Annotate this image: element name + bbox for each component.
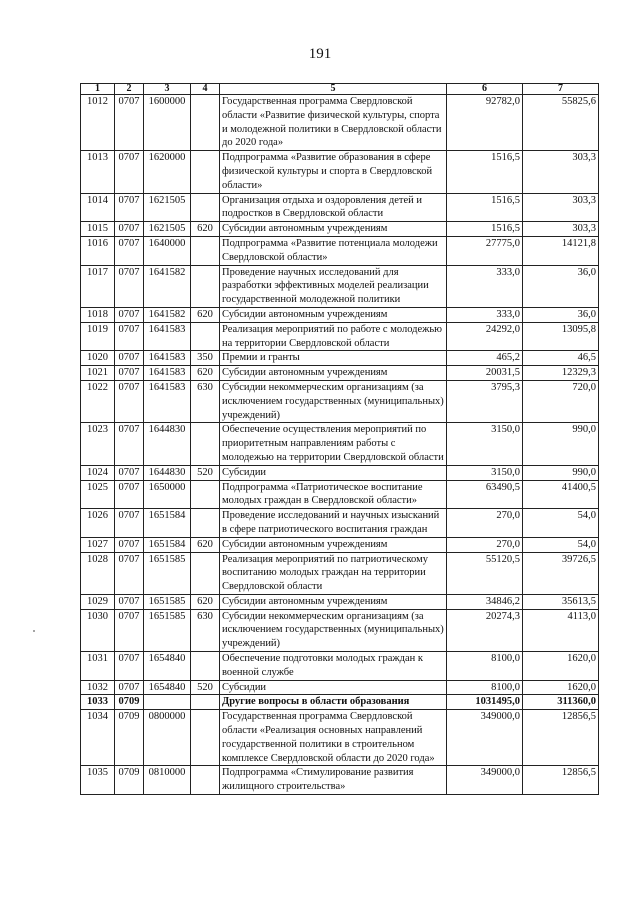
amount-col-7: 39726,5 bbox=[523, 552, 599, 594]
target-code: 1654840 bbox=[144, 652, 191, 681]
section-code: 0707 bbox=[115, 236, 144, 265]
table-row bbox=[81, 766, 599, 795]
item-name: Субсидии автономным учреждениям bbox=[220, 307, 447, 322]
amount-col-6: 270,0 bbox=[447, 509, 523, 538]
item-name: Государственная программа Свердловской области «Реализация основных направлений государственной политики в строительном комплексе Свердловской области до 2020 года» bbox=[220, 710, 447, 766]
amount-col-7: 36,0 bbox=[523, 307, 599, 322]
target-code: 1651585 bbox=[144, 609, 191, 651]
amount-col-6: 270,0 bbox=[447, 537, 523, 552]
amount-col-7: 1620,0 bbox=[523, 680, 599, 695]
row-number: 1026 bbox=[81, 509, 115, 538]
section-code: 0707 bbox=[115, 465, 144, 480]
target-code: 1640000 bbox=[144, 236, 191, 265]
expense-type bbox=[191, 193, 220, 222]
section-code: 0707 bbox=[115, 265, 144, 307]
column-header: 6 bbox=[447, 84, 523, 95]
amount-col-7: 12856,5 bbox=[523, 710, 599, 766]
scan-speck bbox=[33, 630, 35, 632]
row-number: 1035 bbox=[81, 766, 115, 795]
section-code: 0709 bbox=[115, 766, 144, 795]
section-code: 0707 bbox=[115, 423, 144, 465]
target-code: 1621505 bbox=[144, 222, 191, 237]
amount-col-6: 1516,5 bbox=[447, 222, 523, 237]
item-name: Субсидии некоммерческим организациям (за исключением государственных (муниципальных) учреждений) bbox=[220, 380, 447, 422]
target-code: 1651585 bbox=[144, 552, 191, 594]
item-name: Обеспечение осуществления мероприятий по приоритетным направлениям работы с молодежью на территории Свердловской области bbox=[220, 423, 447, 465]
table-row bbox=[81, 710, 599, 766]
section-code: 0707 bbox=[115, 380, 144, 422]
section-code: 0707 bbox=[115, 95, 144, 151]
item-name: Проведение исследований и научных изысканий в сфере патриотического воспитания граждан bbox=[220, 509, 447, 538]
section-code: 0707 bbox=[115, 652, 144, 681]
amount-col-6: 8100,0 bbox=[447, 680, 523, 695]
row-number: 1028 bbox=[81, 552, 115, 594]
item-name: Субсидии некоммерческим организациям (за исключением государственных (муниципальных) учреждений) bbox=[220, 609, 447, 651]
row-number: 1012 bbox=[81, 95, 115, 151]
item-name: Подпрограмма «Стимулирование развития жилищного строительства» bbox=[220, 766, 447, 795]
row-number: 1013 bbox=[81, 151, 115, 193]
amount-col-6: 3150,0 bbox=[447, 465, 523, 480]
item-name: Субсидии автономным учреждениям bbox=[220, 537, 447, 552]
expense-type bbox=[191, 710, 220, 766]
item-name: Субсидии bbox=[220, 465, 447, 480]
amount-col-6: 24292,0 bbox=[447, 322, 523, 351]
table-row bbox=[81, 652, 599, 681]
expense-type: 620 bbox=[191, 222, 220, 237]
amount-col-6: 20031,5 bbox=[447, 366, 523, 381]
row-number: 1024 bbox=[81, 465, 115, 480]
amount-col-6: 3150,0 bbox=[447, 423, 523, 465]
section-code: 0707 bbox=[115, 307, 144, 322]
expense-type: 630 bbox=[191, 609, 220, 651]
section-code: 0707 bbox=[115, 222, 144, 237]
section-code: 0707 bbox=[115, 193, 144, 222]
table-row bbox=[81, 423, 599, 465]
item-name: Государственная программа Свердловской области «Развитие физической культуры, спорта и молодежной политики в Свердловской области до 2020 года» bbox=[220, 95, 447, 151]
item-name: Организация отдыха и оздоровления детей и подростков в Свердловской области bbox=[220, 193, 447, 222]
target-code: 1651585 bbox=[144, 594, 191, 609]
amount-col-7: 990,0 bbox=[523, 465, 599, 480]
expense-type: 620 bbox=[191, 594, 220, 609]
item-name: Другие вопросы в области образования bbox=[220, 695, 447, 710]
amount-col-6: 1516,5 bbox=[447, 151, 523, 193]
row-number: 1015 bbox=[81, 222, 115, 237]
amount-col-7: 41400,5 bbox=[523, 480, 599, 509]
amount-col-7: 54,0 bbox=[523, 537, 599, 552]
target-code: 1641582 bbox=[144, 265, 191, 307]
expense-type bbox=[191, 423, 220, 465]
section-code: 0707 bbox=[115, 322, 144, 351]
item-name: Субсидии автономным учреждениям bbox=[220, 222, 447, 237]
expense-type bbox=[191, 95, 220, 151]
target-code bbox=[144, 695, 191, 710]
target-code: 0810000 bbox=[144, 766, 191, 795]
expense-type bbox=[191, 151, 220, 193]
table-row bbox=[81, 594, 599, 609]
target-code: 1641582 bbox=[144, 307, 191, 322]
amount-col-6: 333,0 bbox=[447, 307, 523, 322]
table-row bbox=[81, 151, 599, 193]
row-number: 1023 bbox=[81, 423, 115, 465]
expense-type: 520 bbox=[191, 680, 220, 695]
item-name: Субсидии автономным учреждениям bbox=[220, 594, 447, 609]
amount-col-7: 303,3 bbox=[523, 193, 599, 222]
expense-type: 620 bbox=[191, 537, 220, 552]
table-row bbox=[81, 322, 599, 351]
amount-col-7: 55825,6 bbox=[523, 95, 599, 151]
table-row bbox=[81, 537, 599, 552]
section-code: 0707 bbox=[115, 480, 144, 509]
amount-col-7: 12856,5 bbox=[523, 766, 599, 795]
expense-type bbox=[191, 236, 220, 265]
table-header-row bbox=[81, 84, 599, 95]
target-code: 1641583 bbox=[144, 322, 191, 351]
amount-col-7: 311360,0 bbox=[523, 695, 599, 710]
expense-type: 630 bbox=[191, 380, 220, 422]
item-name: Субсидии автономным учреждениям bbox=[220, 366, 447, 381]
row-number: 1032 bbox=[81, 680, 115, 695]
amount-col-6: 333,0 bbox=[447, 265, 523, 307]
amount-col-6: 55120,5 bbox=[447, 552, 523, 594]
row-number: 1014 bbox=[81, 193, 115, 222]
expense-type bbox=[191, 695, 220, 710]
table-row bbox=[81, 193, 599, 222]
section-code: 0709 bbox=[115, 695, 144, 710]
table-row bbox=[81, 380, 599, 422]
item-name: Подпрограмма «Развитие образования в сфере физической культуры и спорта в Свердловской области» bbox=[220, 151, 447, 193]
section-code: 0707 bbox=[115, 609, 144, 651]
row-number: 1033 bbox=[81, 695, 115, 710]
amount-col-7: 13095,8 bbox=[523, 322, 599, 351]
amount-col-6: 1031495,0 bbox=[447, 695, 523, 710]
table-row bbox=[81, 236, 599, 265]
amount-col-7: 303,3 bbox=[523, 222, 599, 237]
amount-col-6: 349000,0 bbox=[447, 766, 523, 795]
expense-type: 620 bbox=[191, 366, 220, 381]
row-number: 1018 bbox=[81, 307, 115, 322]
table-row bbox=[81, 307, 599, 322]
item-name: Проведение научных исследований для разработки эффективных моделей реализации государственной молодежной политики bbox=[220, 265, 447, 307]
target-code: 1651584 bbox=[144, 509, 191, 538]
table-row bbox=[81, 480, 599, 509]
target-code: 1621505 bbox=[144, 193, 191, 222]
table-body bbox=[81, 95, 599, 795]
row-number: 1022 bbox=[81, 380, 115, 422]
amount-col-7: 1620,0 bbox=[523, 652, 599, 681]
target-code: 1654840 bbox=[144, 680, 191, 695]
item-name: Обеспечение подготовки молодых граждан к военной службе bbox=[220, 652, 447, 681]
table-row bbox=[81, 552, 599, 594]
column-header: 1 bbox=[81, 84, 115, 95]
table-row bbox=[81, 95, 599, 151]
column-header: 7 bbox=[523, 84, 599, 95]
amount-col-7: 720,0 bbox=[523, 380, 599, 422]
amount-col-6: 465,2 bbox=[447, 351, 523, 366]
amount-col-6: 1516,5 bbox=[447, 193, 523, 222]
target-code: 1641583 bbox=[144, 380, 191, 422]
row-number: 1017 bbox=[81, 265, 115, 307]
table-row bbox=[81, 366, 599, 381]
item-name: Реализация мероприятий по работе с молодежью на территории Свердловской области bbox=[220, 322, 447, 351]
column-header: 5 bbox=[220, 84, 447, 95]
table-row bbox=[81, 465, 599, 480]
page-number: 191 bbox=[308, 46, 332, 62]
amount-col-7: 12329,3 bbox=[523, 366, 599, 381]
table-row bbox=[81, 680, 599, 695]
section-code: 0707 bbox=[115, 537, 144, 552]
item-name: Премии и гранты bbox=[220, 351, 447, 366]
row-number: 1021 bbox=[81, 366, 115, 381]
amount-col-7: 14121,8 bbox=[523, 236, 599, 265]
table-row bbox=[81, 509, 599, 538]
expense-type: 350 bbox=[191, 351, 220, 366]
target-code: 1620000 bbox=[144, 151, 191, 193]
amount-col-6: 3795,3 bbox=[447, 380, 523, 422]
section-code: 0707 bbox=[115, 151, 144, 193]
section-code: 0707 bbox=[115, 509, 144, 538]
row-number: 1019 bbox=[81, 322, 115, 351]
item-name: Подпрограмма «Развитие потенциала молодежи Свердловской области» bbox=[220, 236, 447, 265]
amount-col-7: 990,0 bbox=[523, 423, 599, 465]
target-code: 0800000 bbox=[144, 710, 191, 766]
section-code: 0709 bbox=[115, 710, 144, 766]
table-row bbox=[81, 609, 599, 651]
budget-table bbox=[80, 83, 599, 795]
amount-col-6: 8100,0 bbox=[447, 652, 523, 681]
amount-col-6: 34846,2 bbox=[447, 594, 523, 609]
amount-col-6: 63490,5 bbox=[447, 480, 523, 509]
target-code: 1650000 bbox=[144, 480, 191, 509]
row-number: 1030 bbox=[81, 609, 115, 651]
expense-type bbox=[191, 509, 220, 538]
amount-col-7: 4113,0 bbox=[523, 609, 599, 651]
amount-col-7: 303,3 bbox=[523, 151, 599, 193]
target-code: 1600000 bbox=[144, 95, 191, 151]
row-number: 1027 bbox=[81, 537, 115, 552]
amount-col-6: 20274,3 bbox=[447, 609, 523, 651]
row-number: 1029 bbox=[81, 594, 115, 609]
expense-type bbox=[191, 480, 220, 509]
column-header: 3 bbox=[144, 84, 191, 95]
target-code: 1644830 bbox=[144, 423, 191, 465]
target-code: 1641583 bbox=[144, 366, 191, 381]
section-code: 0707 bbox=[115, 366, 144, 381]
amount-col-6: 349000,0 bbox=[447, 710, 523, 766]
amount-col-6: 27775,0 bbox=[447, 236, 523, 265]
row-number: 1016 bbox=[81, 236, 115, 265]
table-row bbox=[81, 351, 599, 366]
expense-type bbox=[191, 766, 220, 795]
amount-col-7: 54,0 bbox=[523, 509, 599, 538]
expense-type: 620 bbox=[191, 307, 220, 322]
expense-type bbox=[191, 322, 220, 351]
target-code: 1644830 bbox=[144, 465, 191, 480]
amount-col-7: 36,0 bbox=[523, 265, 599, 307]
section-code: 0707 bbox=[115, 552, 144, 594]
row-number: 1020 bbox=[81, 351, 115, 366]
item-name: Подпрограмма «Патриотическое воспитание молодых граждан в Свердловской области» bbox=[220, 480, 447, 509]
row-number: 1025 bbox=[81, 480, 115, 509]
expense-type bbox=[191, 552, 220, 594]
item-name: Реализация мероприятий по патриотическому воспитанию молодых граждан на территории Свердловской области bbox=[220, 552, 447, 594]
expense-type bbox=[191, 265, 220, 307]
section-code: 0707 bbox=[115, 594, 144, 609]
amount-col-7: 46,5 bbox=[523, 351, 599, 366]
amount-col-6: 92782,0 bbox=[447, 95, 523, 151]
expense-type: 520 bbox=[191, 465, 220, 480]
row-number: 1034 bbox=[81, 710, 115, 766]
section-code: 0707 bbox=[115, 680, 144, 695]
column-header: 2 bbox=[115, 84, 144, 95]
table-row bbox=[81, 695, 599, 710]
table-row bbox=[81, 265, 599, 307]
table-row bbox=[81, 222, 599, 237]
column-header: 4 bbox=[191, 84, 220, 95]
item-name: Субсидии bbox=[220, 680, 447, 695]
section-code: 0707 bbox=[115, 351, 144, 366]
expense-type bbox=[191, 652, 220, 681]
row-number: 1031 bbox=[81, 652, 115, 681]
target-code: 1651584 bbox=[144, 537, 191, 552]
target-code: 1641583 bbox=[144, 351, 191, 366]
amount-col-7: 35613,5 bbox=[523, 594, 599, 609]
